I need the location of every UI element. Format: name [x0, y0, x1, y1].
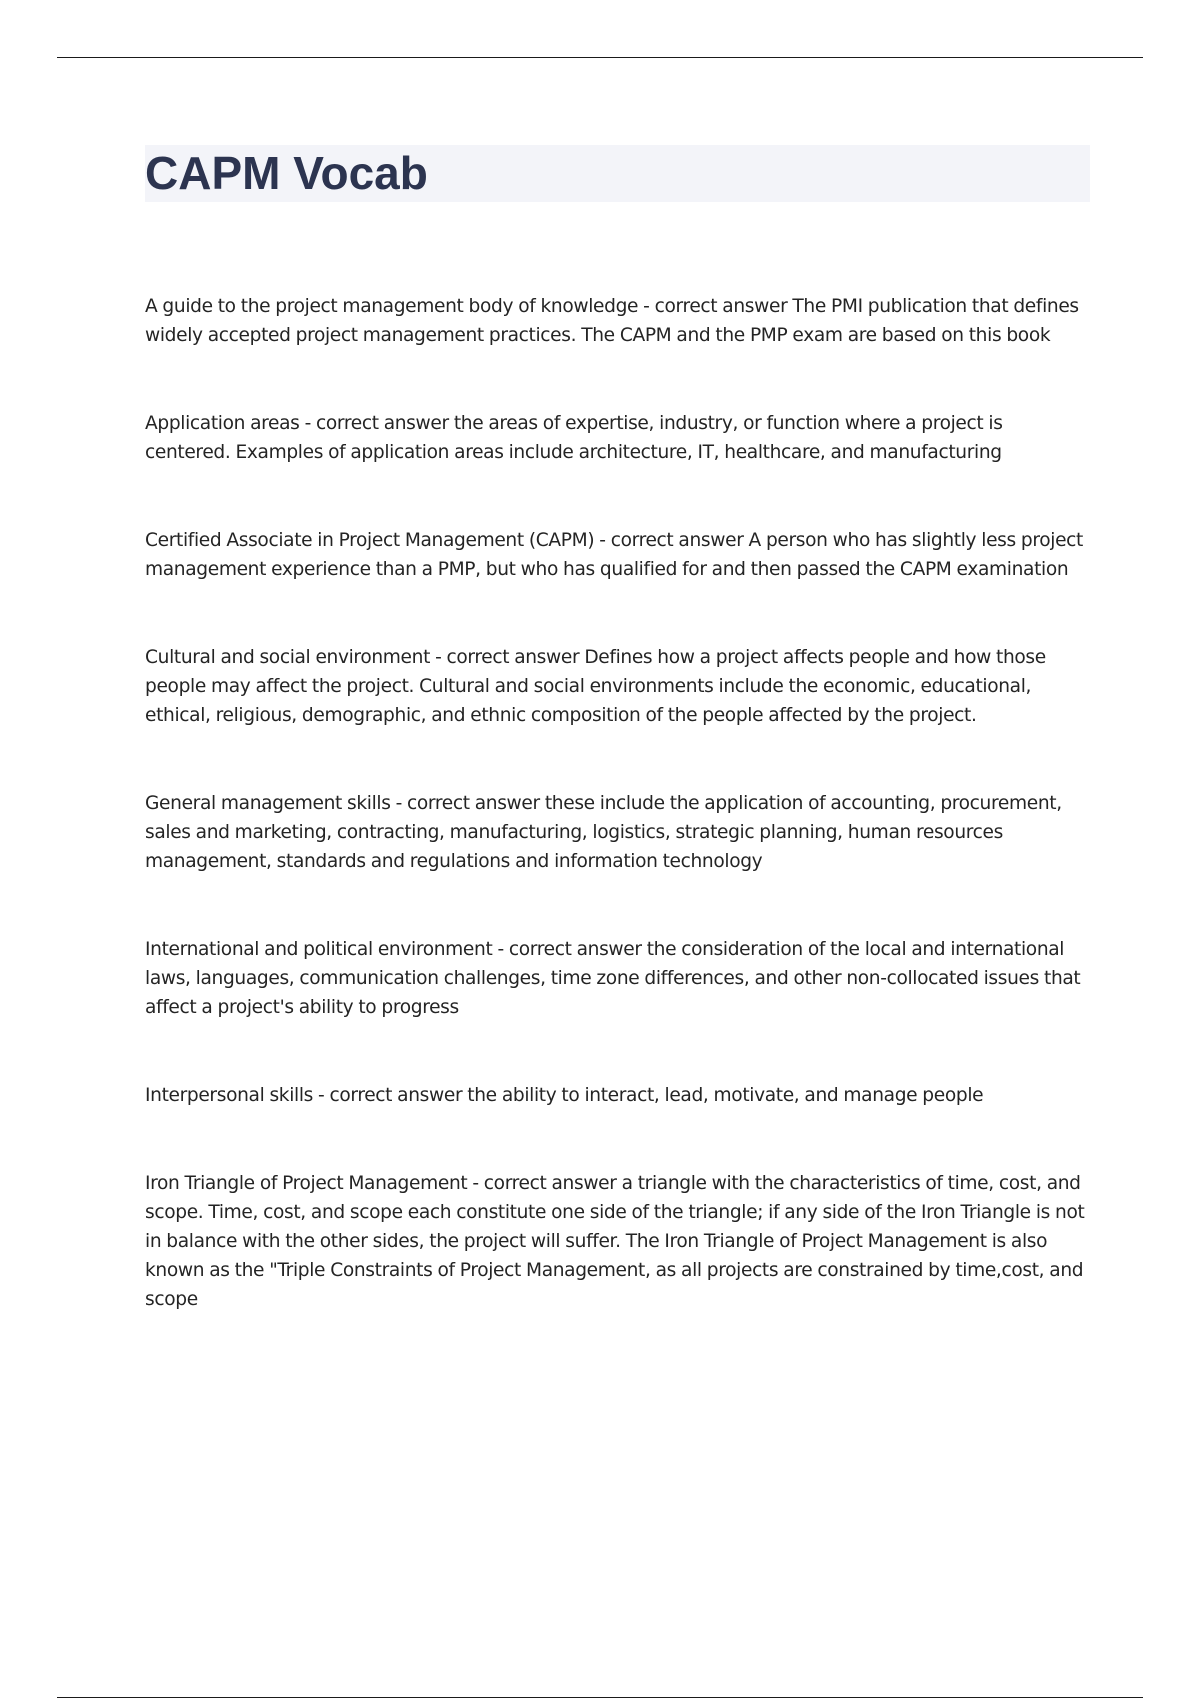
- vocab-list: [145, 292, 1090, 1314]
- vocab-entry: Cultural and social environment - correct answer Defines how a project affects people and how those people may affect the project. Cultural and social environments include the economic, educational, ethical, religious, demographic, and ethnic composition of the people affected by the project.: [145, 647, 1046, 726]
- vocab-entry: Iron Triangle of Project Management - correct answer a triangle with the characteristics of time, cost, and scope. Time, cost, and scope each constitute one side of the triangle; if any side of the Iron Triangle is not in balance with the other sides, the project will suffer. The Iron Triangle of Project Management is also known as the "Triple Constraints of Project Management, as all projects are constrained by time,cost, and scope: [145, 1173, 1085, 1310]
- vocab-entry: Application areas - correct answer the areas of expertise, industry, or function where a project is centered. Examples of application areas include architecture, IT, healthcare, and manufacturing: [145, 413, 1003, 463]
- bottom-rule: [57, 1697, 1143, 1698]
- title-banner: [145, 145, 1090, 202]
- vocab-entry: A guide to the project management body of knowledge - correct answer The PMI publication that defines widely accepted project management practices. The CAPM and the PMP exam are based on this book: [145, 296, 1079, 346]
- top-rule: [57, 57, 1143, 58]
- vocab-entry: Interpersonal skills - correct answer the ability to interact, lead, motivate, and manage people: [145, 1085, 984, 1106]
- page-title: CAPM Vocab: [145, 147, 428, 199]
- vocab-entry: General management skills - correct answer these include the application of accounting, procurement, sales and marketing, contracting, manufacturing, logistics, strategic planning, human resources management, standards and regulations and information technology: [145, 793, 1062, 872]
- vocab-entry: Certified Associate in Project Management (CAPM) - correct answer A person who has slightly less project management experience than a PMP, but who has qualified for and then passed the CAPM examination: [145, 530, 1083, 580]
- vocab-entry: International and political environment - correct answer the consideration of the local and international laws, languages, communication challenges, time zone differences, and other non-collocated issues that affect a project's ability to progress: [145, 939, 1081, 1018]
